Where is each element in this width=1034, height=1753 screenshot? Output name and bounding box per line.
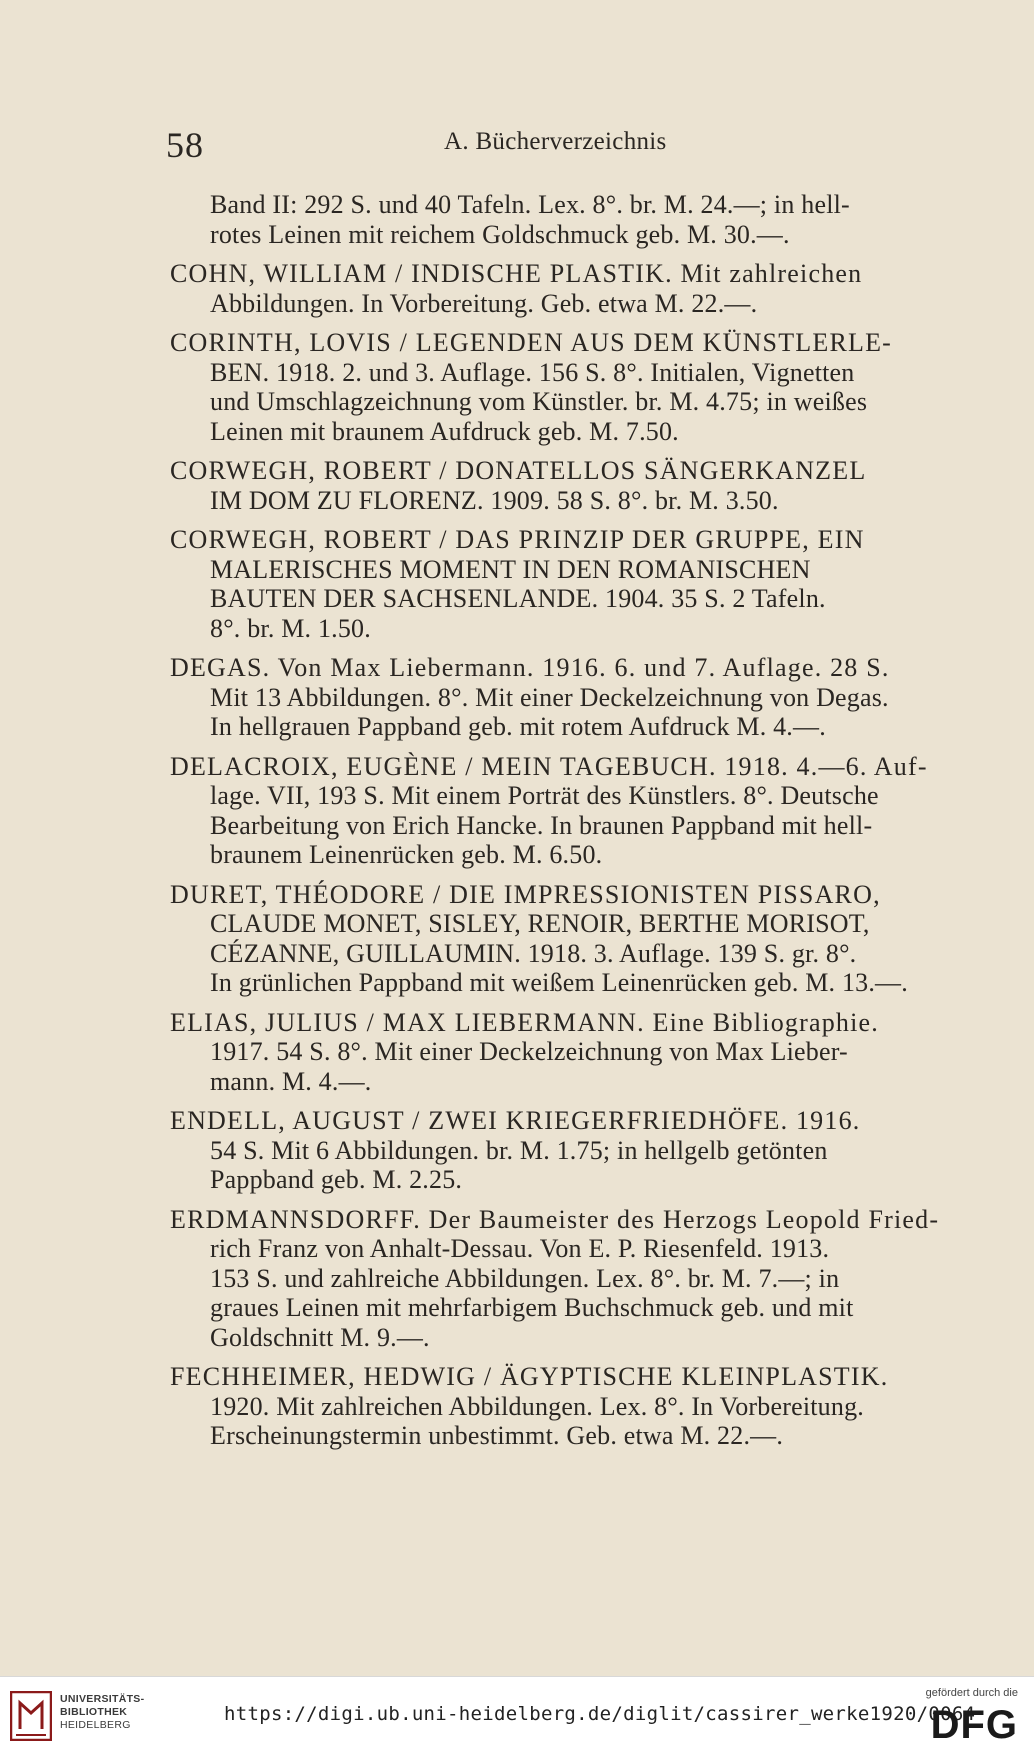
entry-first-line: CORWEGH, ROBERT / DONATELLOS SÄNGERKANZEL: [170, 456, 867, 485]
entry-line: Mit 13 Abbildungen. 8°. Mit einer Deckelzeichnung von Degas.: [210, 682, 889, 712]
bibliography-entry: [170, 653, 970, 742]
entry-first-line: FECHHEIMER, HEDWIG / ÄGYPTISCHE KLEINPLASTIK.: [170, 1362, 889, 1391]
library-name-line1: UNIVERSITÄTS-: [60, 1693, 145, 1705]
entry-first-line: Band II: 292 S. und 40 Tafeln. Lex. 8°. br. M. 24.—; in hell-: [210, 190, 850, 219]
entry-first-line: ELIAS, JULIUS / MAX LIEBERMANN. Eine Bibliographie.: [170, 1007, 879, 1037]
entry-line: rotes Leinen mit reichem Goldschmuck geb. M. 30.—.: [210, 219, 790, 249]
entry-line: 1920. Mit zahlreichen Abbildungen. Lex. 8°. In Vorbereitung.: [210, 1391, 864, 1421]
entry-first-line: ERDMANNSDORFF. Der Baumeister des Herzogs Leopold Fried-: [170, 1204, 940, 1234]
entry-line: Pappband geb. M. 2.25.: [210, 1165, 463, 1194]
bibliography-entry: [170, 1106, 970, 1195]
bibliography-entry: [170, 752, 970, 870]
running-head: A. Bücherverzeichnis: [444, 128, 667, 155]
entry-first-line: DURET, THÉODORE / DIE IMPRESSIONISTEN PISSARO,: [170, 879, 881, 909]
page-number: 58: [166, 125, 204, 165]
entry-first-line: DEGAS. Von Max Liebermann. 1916. 6. und 7. Auflage. 28 S.: [170, 653, 890, 682]
entry-line: 54 S. Mit 6 Abbildungen. br. M. 1.75; in hellgelb getönten: [210, 1135, 828, 1165]
entry-line: CLAUDE MONET, SISLEY, RENOIR, BERTHE MORISOT,: [210, 909, 870, 938]
entry-line: Erscheinungstermin unbestimmt. Geb. etwa M. 22.—.: [210, 1421, 784, 1450]
entry-line: graues Leinen mit mehrfarbigem Buchschmuck geb. und mit: [210, 1293, 854, 1322]
entry-line: und Umschlagzeichnung vom Künstler. br. M. 4.75; in weißes: [210, 387, 868, 416]
entry-line: BAUTEN DER SACHSENLANDE. 1904. 35 S. 2 Tafeln.: [210, 584, 826, 613]
entry-line: lage. VII, 193 S. Mit einem Porträt des Künstlers. 8°. Deutsche: [210, 781, 879, 810]
entry-line: IM DOM ZU FLORENZ. 1909. 58 S. 8°. br. M. 3.50.: [210, 485, 779, 515]
bibliography-entry: [170, 456, 970, 515]
entry-line: braunem Leinenrücken geb. M. 6.50.: [210, 840, 603, 869]
entry-first-line: CORWEGH, ROBERT / DAS PRINZIP DER GRUPPE, EIN: [170, 525, 865, 554]
library-name-line3: HEIDELBERG: [60, 1719, 131, 1731]
entry-line: MALERISCHES MOMENT IN DEN ROMANISCHEN: [210, 554, 811, 584]
entry-line: mann. M. 4.—.: [210, 1066, 372, 1096]
entry-line: 153 S. und zahlreiche Abbildungen. Lex. 8°. br. M. 7.—; in: [210, 1263, 840, 1293]
entry-first-line: ENDELL, AUGUST / ZWEI KRIEGERFRIEDHÖFE. 1916.: [170, 1106, 861, 1135]
funded-by-label: gefördert durch die: [925, 1687, 1018, 1699]
bibliography-entry: [170, 880, 970, 998]
bibliography-entry: [170, 1205, 970, 1353]
entry-line: Bearbeitung von Erich Hancke. In braunen Pappband mit hell-: [210, 810, 873, 840]
bibliography-entry: [170, 328, 970, 446]
entry-first-line: CORINTH, LOVIS / LEGENDEN AUS DEM KÜNSTLERLE-: [170, 328, 893, 357]
bibliography-list: [170, 190, 970, 1461]
entry-line: BEN. 1918. 2. und 3. Auflage. 156 S. 8°. Initialen, Vignetten: [210, 357, 855, 387]
library-name-line2: BIBLIOTHEK: [60, 1706, 128, 1718]
entry-line: 8°. br. M. 1.50.: [210, 613, 371, 643]
viewer-footer: [0, 1676, 1034, 1753]
bibliography-entry: [170, 259, 970, 318]
university-library-logo-icon: [10, 1691, 52, 1741]
bibliography-entry: [170, 525, 970, 643]
bibliography-entry: [170, 190, 970, 249]
entry-first-line: DELACROIX, EUGÈNE / MEIN TAGEBUCH. 1918. 4.—6. Auf-: [170, 751, 928, 781]
bibliography-entry: [170, 1362, 970, 1451]
entry-line: Leinen mit braunem Aufdruck geb. M. 7.50.: [210, 416, 679, 446]
bibliography-entry: [170, 1008, 970, 1097]
entry-line: rich Franz von Anhalt-Dessau. Von E. P. Riesenfeld. 1913.: [210, 1234, 830, 1263]
library-name: [60, 1693, 144, 1732]
permalink-url[interactable]: https://digi.ub.uni-heidelberg.de/diglit/cassirer_werke1920/0064: [224, 1703, 976, 1725]
entry-first-line: COHN, WILLIAM / INDISCHE PLASTIK. Mit zahlreichen: [170, 259, 863, 288]
entry-line: In hellgrauen Pappband geb. mit rotem Aufdruck M. 4.—.: [210, 712, 826, 741]
entry-line: CÉZANNE, GUILLAUMIN. 1918. 3. Auflage. 139 S. gr. 8°.: [210, 938, 857, 968]
entry-line: 1917. 54 S. 8°. Mit einer Deckelzeichnung von Max Lieber-: [210, 1037, 848, 1066]
dfg-logo: DFG: [930, 1703, 1018, 1747]
entry-line: Goldschnitt M. 9.—.: [210, 1322, 430, 1352]
entry-line: Abbildungen. In Vorbereitung. Geb. etwa M. 22.—.: [210, 288, 758, 318]
entry-line: In grünlichen Pappband mit weißem Leinenrücken geb. M. 13.—.: [210, 968, 908, 997]
